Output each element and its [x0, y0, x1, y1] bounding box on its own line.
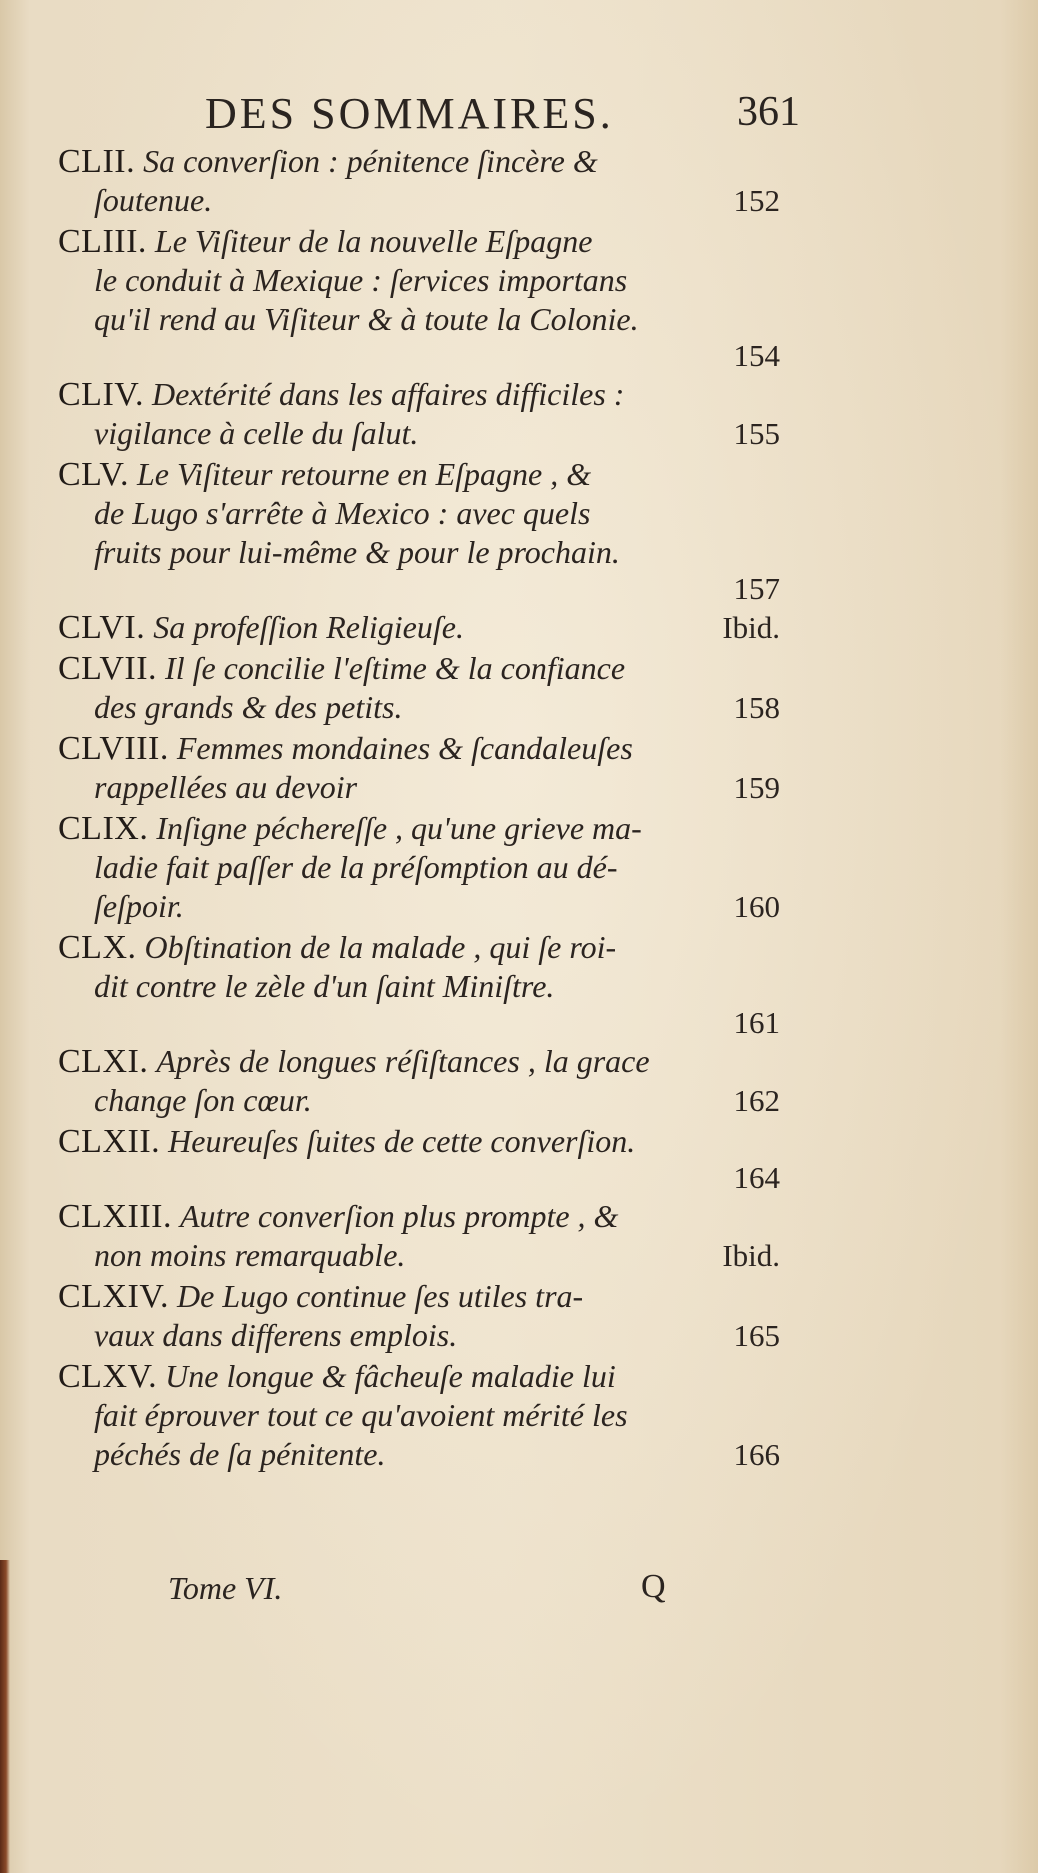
- entry-numeral: CLXIII.: [58, 1198, 172, 1235]
- entry-text: Obſtination de la malade , qui ſe roi-: [144, 929, 617, 965]
- entry-text: Il ſe concilie l'eſtime & la confiance: [165, 650, 626, 686]
- entry-text: Après de longues réſiſtances , la grace: [156, 1043, 650, 1079]
- entry-first-line: [58, 1197, 780, 1236]
- entry-continuation-line: [58, 887, 780, 926]
- entry-text: ſeſpoir.: [94, 888, 184, 924]
- entry-continuation-line: [58, 848, 780, 887]
- tome-label: Tome VI.: [168, 1570, 283, 1606]
- entry-continuation-line: [58, 1081, 780, 1120]
- entry-numeral: CLXI.: [58, 1043, 149, 1080]
- entry-continuation-line: [58, 768, 780, 807]
- summary-entry: [58, 729, 780, 807]
- entry-numeral: CLX.: [58, 929, 137, 966]
- entry-page-number: 161: [733, 1005, 780, 1040]
- entry-text: rappellées au devoir: [94, 769, 358, 805]
- entry-page-number: 165: [733, 1318, 780, 1353]
- entry-numeral: CLXII.: [58, 1123, 161, 1160]
- entry-numeral: CLIII.: [58, 223, 147, 260]
- summary-entry: [58, 1122, 780, 1195]
- entry-first-line: [58, 928, 780, 967]
- entry-page-number: 154: [733, 338, 780, 373]
- entry-first-line: [58, 608, 780, 647]
- entry-continuation-line: [58, 1236, 780, 1275]
- entry-numeral: CLVI.: [58, 609, 146, 646]
- entry-continuation-line: [58, 300, 780, 339]
- page-footer: [168, 1570, 688, 1616]
- entry-page-number: 162: [733, 1083, 780, 1118]
- entry-text: vigilance à celle du ſalut.: [94, 415, 419, 451]
- summary-entry: [58, 1197, 780, 1275]
- signature-mark: Q: [641, 1568, 666, 1605]
- entry-text: Le Viſiteur retourne en Eſpagne , &: [137, 456, 592, 492]
- entry-first-line: [58, 1042, 780, 1081]
- page-number: 361: [737, 89, 800, 135]
- entry-text: péchés de ſa pénitente.: [94, 1436, 386, 1472]
- entry-text: Sa profeſſion Religieuſe.: [153, 609, 464, 645]
- summary-entries: [58, 142, 780, 1476]
- entry-page-number: 158: [733, 690, 780, 725]
- entry-continuation-line: [58, 414, 780, 453]
- entry-page-number: 160: [733, 889, 780, 924]
- entry-page-number: 155: [733, 416, 780, 451]
- entry-text: Inſigne péchereſſe , qu'une grieve ma-: [156, 810, 642, 846]
- summary-entry: [58, 1277, 780, 1355]
- entry-page-number: 152: [733, 183, 780, 218]
- entry-first-line: [58, 375, 780, 414]
- entry-first-line: [58, 1122, 780, 1161]
- entry-text: des grands & des petits.: [94, 689, 403, 725]
- summary-entry: [58, 142, 780, 220]
- summary-entry: [58, 375, 780, 453]
- entry-continuation-line: [58, 1396, 780, 1435]
- entry-first-line: [58, 222, 780, 261]
- entry-numeral: CLV.: [58, 456, 129, 493]
- entry-text: De Lugo continue ſes utiles tra-: [177, 1278, 584, 1314]
- entry-text: fait éprouver tout ce qu'avoient mérité les: [94, 1397, 628, 1433]
- entry-first-line: [58, 455, 780, 494]
- entry-text: vaux dans differens emplois.: [94, 1317, 458, 1353]
- entry-continuation-line: [58, 261, 780, 300]
- entry-first-line: [58, 1357, 780, 1396]
- entry-text: le conduit à Mexique : ſervices importans: [94, 262, 628, 298]
- entry-text: non moins remarquable.: [94, 1237, 406, 1273]
- entry-first-line: [58, 729, 780, 768]
- entry-text: change ſon cœur.: [94, 1082, 312, 1118]
- binding-edge: [0, 1560, 10, 1873]
- entry-numeral: CLII.: [58, 143, 136, 180]
- entry-first-line: [58, 1277, 780, 1316]
- entry-continuation-line: [58, 1435, 780, 1474]
- entry-numeral: CLXV.: [58, 1358, 158, 1395]
- entry-numeral: CLIV.: [58, 376, 144, 413]
- entry-text: Sa converſion : pénitence ſincère &: [143, 143, 598, 179]
- entry-continuation-line: [58, 967, 780, 1006]
- entry-text: de Lugo s'arrête à Mexico : avec quels: [94, 495, 591, 531]
- entry-numeral: CLVII.: [58, 650, 158, 687]
- summary-entry: [58, 1357, 780, 1474]
- entry-text: Femmes mondaines & ſcandaleuſes: [176, 730, 633, 766]
- summary-entry: [58, 455, 780, 606]
- entry-page-number: 157: [733, 571, 780, 606]
- entry-text: ladie fait paſſer de la préſomption au dé-: [94, 849, 618, 885]
- entry-page-number: 166: [733, 1437, 780, 1472]
- summary-entry: [58, 809, 780, 926]
- entry-continuation-line: [58, 494, 780, 533]
- entry-continuation-line: [58, 688, 780, 727]
- entry-first-line: [58, 809, 780, 848]
- entry-text: ſoutenue.: [94, 182, 213, 218]
- entry-text: Dextérité dans les affaires difficiles :: [151, 376, 625, 412]
- entry-numeral: CLIX.: [58, 810, 149, 847]
- entry-continuation-line: [58, 533, 780, 572]
- entry-continuation-line: [58, 1316, 780, 1355]
- entry-text: fruits pour lui-même & pour le prochain.: [94, 534, 620, 570]
- summary-entry: [58, 928, 780, 1040]
- summary-entry: [58, 649, 780, 727]
- entry-continuation-line: [58, 181, 780, 220]
- summary-entry: [58, 222, 780, 373]
- entry-page-number: 159: [733, 770, 780, 805]
- entry-numeral: CLXIV.: [58, 1278, 169, 1315]
- entry-page-number: Ibid.: [722, 1238, 780, 1273]
- entry-page-number: Ibid.: [722, 610, 780, 645]
- summary-entry: [58, 1042, 780, 1120]
- summary-entry: [58, 608, 780, 647]
- entry-text: Heureuſes ſuites de cette converſion.: [168, 1123, 636, 1159]
- entry-text: dit contre le zèle d'un ſaint Miniſtre.: [94, 968, 555, 1004]
- running-head: [60, 88, 800, 138]
- entry-text: qu'il rend au Viſiteur & à toute la Colonie.: [94, 301, 639, 337]
- entry-text: Autre converſion plus prompte , &: [179, 1198, 619, 1234]
- entry-numeral: CLVIII.: [58, 730, 169, 767]
- entry-text: Le Viſiteur de la nouvelle Eſpagne: [154, 223, 593, 259]
- page-title: DES SOMMAIRES.: [205, 89, 614, 138]
- entry-first-line: [58, 649, 780, 688]
- entry-text: Une longue & fâcheuſe maladie lui: [165, 1358, 616, 1394]
- entry-first-line: [58, 142, 780, 181]
- entry-page-number: 164: [733, 1160, 780, 1195]
